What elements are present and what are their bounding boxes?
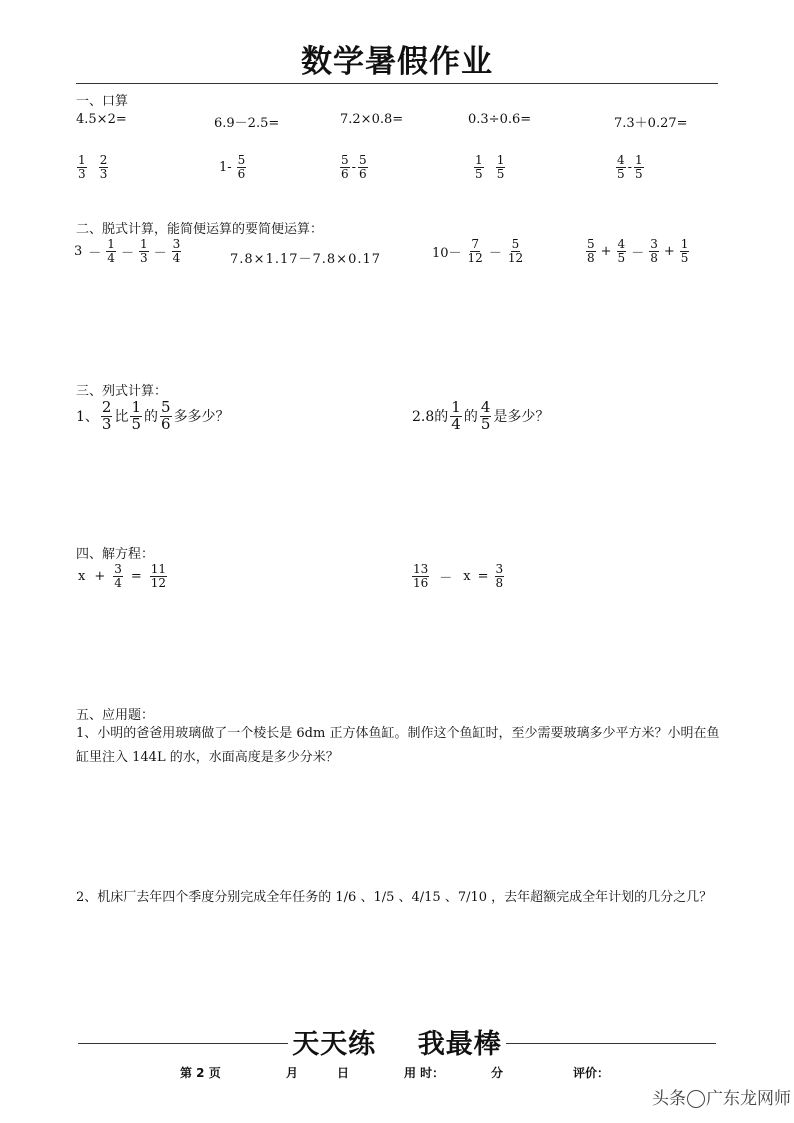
watermark-text-a: 头条 <box>652 1089 686 1109</box>
calc-expr-4: $\frac{5}{8}$ + $\frac{4}{5}$ － $\frac{3}{8}$ + $\frac{1}{5}$ <box>587 237 689 265</box>
footer-motto: 天天练 我最棒 <box>0 1022 794 1061</box>
oral-expr-3: 7.2×0.8= <box>340 112 404 127</box>
footer-evaluation-label: 评价： <box>573 1066 610 1080</box>
calc-expr-2: 7.8×1.17－7.8×0.17 <box>230 252 382 267</box>
calc-expr-3: 10－ $\frac{7}{12}$ － $\frac{5}{12}$ <box>432 237 524 265</box>
page-title: 数学暑假作业 <box>301 44 493 80</box>
section-heading-oral: 一、口算 <box>76 94 129 109</box>
watermark-text-b: 广东龙网师 <box>706 1089 791 1109</box>
watermark <box>652 1084 791 1109</box>
watermark-ring-icon <box>687 1090 705 1108</box>
equation-1: x + $\frac{3}{4}$ = $\frac{11}{12}$ <box>78 562 167 590</box>
word-question-1: 1、 $\frac{2}{3}$ 比 $\frac{1}{5}$ 的 $\frac{5}{6}$ 多多少？ <box>76 398 230 433</box>
oral-frac-expr-5: $\frac{4}{5}$ - $\frac{1}{5}$ <box>617 153 643 181</box>
footer-time-label: 用 时： <box>404 1066 445 1080</box>
oral-frac-expr-1: $\frac{1}{3}$ $\frac{2}{3}$ <box>78 153 108 181</box>
footer-day-label: 日 <box>337 1066 350 1080</box>
title-divider <box>76 83 718 84</box>
applied-question-1: 1、小明的爸爸用玻璃做了一个棱长是 6dm 正方体鱼缸。制作这个鱼缸时，至少需要玻璃多少平方米？小明在鱼缸里注入 144L 的水，水面高度是多少分米？ <box>76 726 720 765</box>
section-heading-calc: 二、脱式计算，能简便运算的要简便运算： <box>76 222 324 237</box>
oral-frac-expr-4: $\frac{1}{5}$ $\frac{1}{5}$ <box>475 153 505 181</box>
word-question-2: 2.8的 $\frac{1}{4}$ 的 $\frac{4}{5}$ 是多少？ <box>412 398 550 433</box>
section-heading-applied: 五、应用题： <box>76 708 155 723</box>
footer-page-number: 第 2 页 <box>180 1066 221 1080</box>
oral-frac-expr-2: 1- $\frac{5}{6}$ <box>219 153 246 181</box>
equation-2: $\frac{13}{16}$ － x = $\frac{3}{8}$ <box>413 562 504 590</box>
oral-expr-4: 0.3÷0.6= <box>468 112 532 127</box>
footer-month-label: 月 <box>286 1066 299 1080</box>
section-heading-word: 三、列式计算： <box>76 384 168 399</box>
oral-frac-expr-3: $\frac{5}{6}$ - $\frac{5}{6}$ <box>341 153 367 181</box>
oral-expr-2: 6.9－2.5= <box>214 116 280 131</box>
oral-expr-5: 7.3＋0.27= <box>614 116 688 131</box>
footer-minute-label: 分 <box>491 1066 504 1080</box>
section-heading-equations: 四、解方程： <box>76 547 155 562</box>
oral-expr-1: 4.5×2= <box>76 112 127 127</box>
applied-question-2: 2、机床厂去年四个季度分别完成全年任务的 1/6 、1/5 、4/15 、7/10 ，去年超额完成全年计划的几分之几？ <box>76 890 713 905</box>
calc-expr-1: 3 － $\frac{1}{4}$ － $\frac{1}{3}$ － $\frac{3}{4}$ <box>74 237 181 265</box>
